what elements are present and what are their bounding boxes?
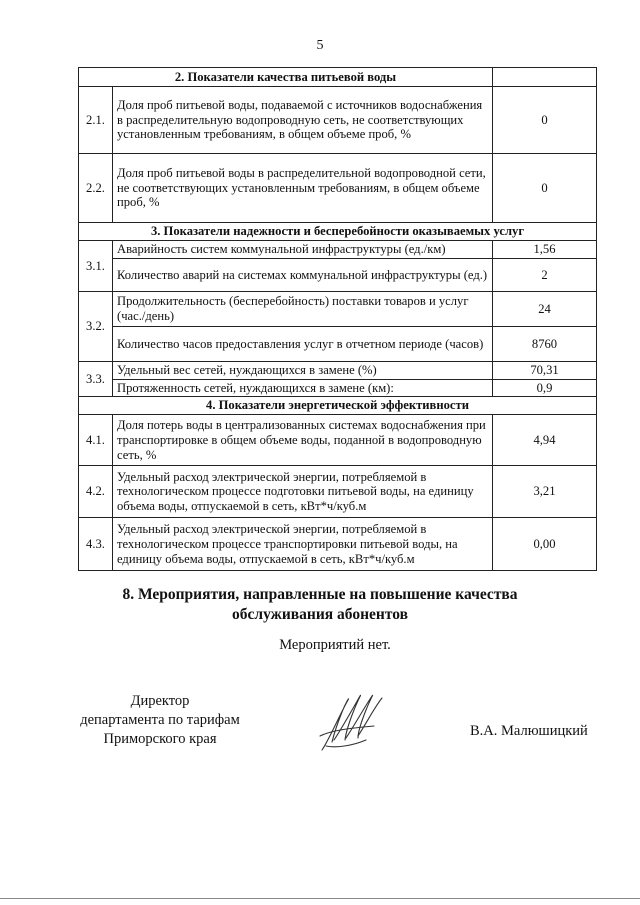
row-number: 2.2. [79, 154, 113, 223]
section-title: 4. Показатели энергетической эффективности [79, 397, 597, 415]
indicator-name: Удельный расход электрической энергии, потребляемой в технологическом процессе подготовки питьевой воды, на единицу объема воды, отпускаемой в сеть, кВт*ч/куб.м [113, 466, 493, 518]
indicator-name: Доля проб питьевой воды, подаваемой с источников водоснабжения в распределительную водопроводную сеть, не соответствующих установленным требованиям, в общем объеме проб, % [113, 87, 493, 154]
table-row [79, 87, 597, 154]
row-number: 4.3. [79, 518, 113, 571]
indicator-value: 0,00 [493, 518, 597, 571]
handwritten-signature [312, 688, 392, 758]
row-number: 3.3. [79, 362, 113, 397]
indicator-value: 24 [493, 292, 597, 327]
indicator-name: Продолжительность (бесперебойность) поставки товаров и услуг (час./день) [113, 292, 493, 327]
indicator-name: Доля проб питьевой воды в распределительной водопроводной сети, не соответствующих установленным требованиям, в общем объеме проб, % [113, 154, 493, 223]
table-row [79, 154, 597, 223]
table-row [79, 241, 597, 259]
indicator-value: 0 [493, 87, 597, 154]
page-number: 5 [316, 38, 324, 53]
page-bottom-edge [0, 898, 640, 899]
section-8-text: Мероприятий нет. [279, 637, 391, 653]
signatory-title [60, 692, 260, 749]
table-row [79, 259, 597, 292]
section-header-row [79, 223, 597, 241]
indicator-value: 0 [493, 154, 597, 223]
indicator-name: Протяженность сетей, нуждающихся в замене (км): [113, 379, 493, 397]
signatory-title-line-3: Приморского края [103, 730, 217, 747]
table-row [79, 292, 597, 327]
table-row [79, 327, 597, 362]
section-8-title-line-2: обслуживания абонентов [232, 606, 408, 624]
section-title: 2. Показатели качества питьевой воды [79, 68, 493, 87]
indicator-value: 0,9 [493, 379, 597, 397]
indicator-name: Количество аварий на системах коммунальной инфраструктуры (ед.) [113, 259, 493, 292]
row-number: 4.2. [79, 466, 113, 518]
indicators-table [78, 67, 597, 571]
indicator-value: 3,21 [493, 466, 597, 518]
table-row [79, 518, 597, 571]
signatory-title-line-1: Директор [130, 693, 190, 709]
indicator-value: 2 [493, 259, 597, 292]
section-8-title-line-1: 8. Мероприятия, направленные на повышение качества [122, 586, 518, 603]
indicator-name: Аварийность систем коммунальной инфраструктуры (ед./км) [113, 241, 493, 259]
section-header-row [79, 397, 597, 415]
indicator-value: 4,94 [493, 415, 597, 466]
empty-value-cell [493, 68, 597, 87]
table-row [79, 362, 597, 380]
table-row [79, 415, 597, 466]
section-title: 3. Показатели надежности и бесперебойности оказываемых услуг [79, 223, 597, 241]
row-number: 3.2. [79, 292, 113, 362]
indicator-name: Количество часов предоставления услуг в отчетном периоде (часов) [113, 327, 493, 362]
row-number: 3.1. [79, 241, 113, 292]
signatory-title-line-2: департамента по тарифам [80, 711, 240, 728]
table-row [79, 379, 597, 397]
indicator-value: 8760 [493, 327, 597, 362]
section-header-row [79, 68, 597, 87]
signatory-name: В.А. Малюшицкий [470, 723, 588, 739]
table-row [79, 466, 597, 518]
row-number: 2.1. [79, 87, 113, 154]
row-number: 4.1. [79, 415, 113, 466]
indicator-name: Доля потерь воды в централизованных системах водоснабжения при транспортировке в общем объеме воды, поданной в водопроводную сеть, % [113, 415, 493, 466]
indicator-value: 1,56 [493, 241, 597, 259]
indicator-value: 70,31 [493, 362, 597, 380]
indicator-name: Удельный расход электрической энергии, потребляемой в технологическом процессе транспортировки питьевой воды, на единицу объема воды, отпускаемой в сеть, кВт*ч/куб.м [113, 518, 493, 571]
indicator-name: Удельный вес сетей, нуждающихся в замене (%) [113, 362, 493, 380]
section-8-heading [60, 585, 580, 625]
